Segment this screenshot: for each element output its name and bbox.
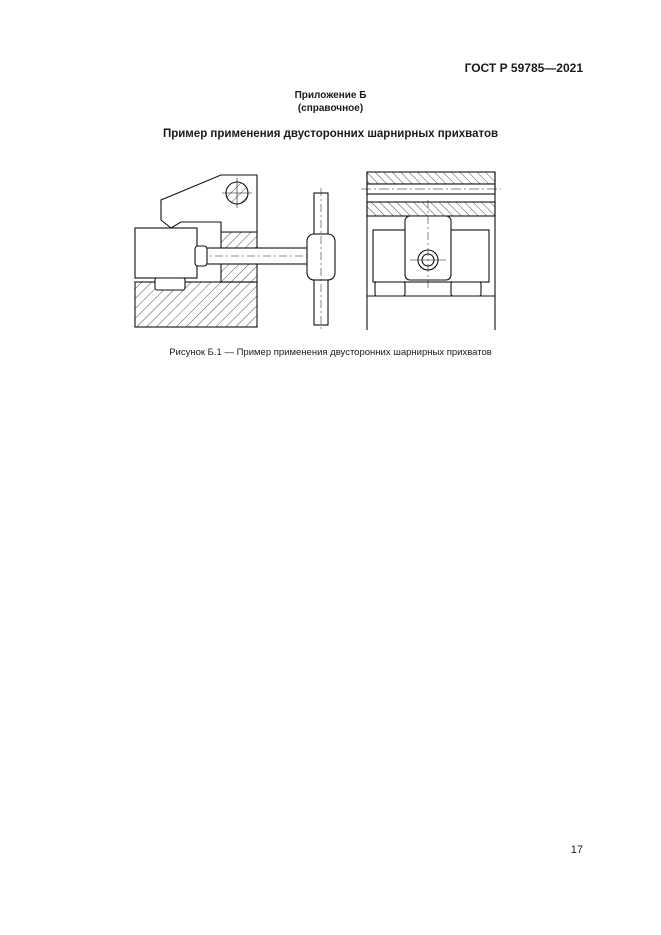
annex-label: Приложение Б — [294, 90, 367, 101]
page-number: 17 — [570, 844, 583, 856]
technical-drawing — [125, 160, 505, 335]
standard-number: ГОСТ Р 59785—2021 — [464, 61, 583, 75]
figure-caption: Рисунок Б.1 — Пример применения двусторонних шарнирных прихватов — [169, 347, 492, 358]
front-view — [361, 172, 501, 330]
annex-title: Пример применения двусторонних шарнирных прихватов — [162, 128, 499, 140]
annex-status: (справочное) — [297, 103, 364, 114]
annex-heading — [0, 89, 661, 115]
side-view — [135, 175, 335, 330]
